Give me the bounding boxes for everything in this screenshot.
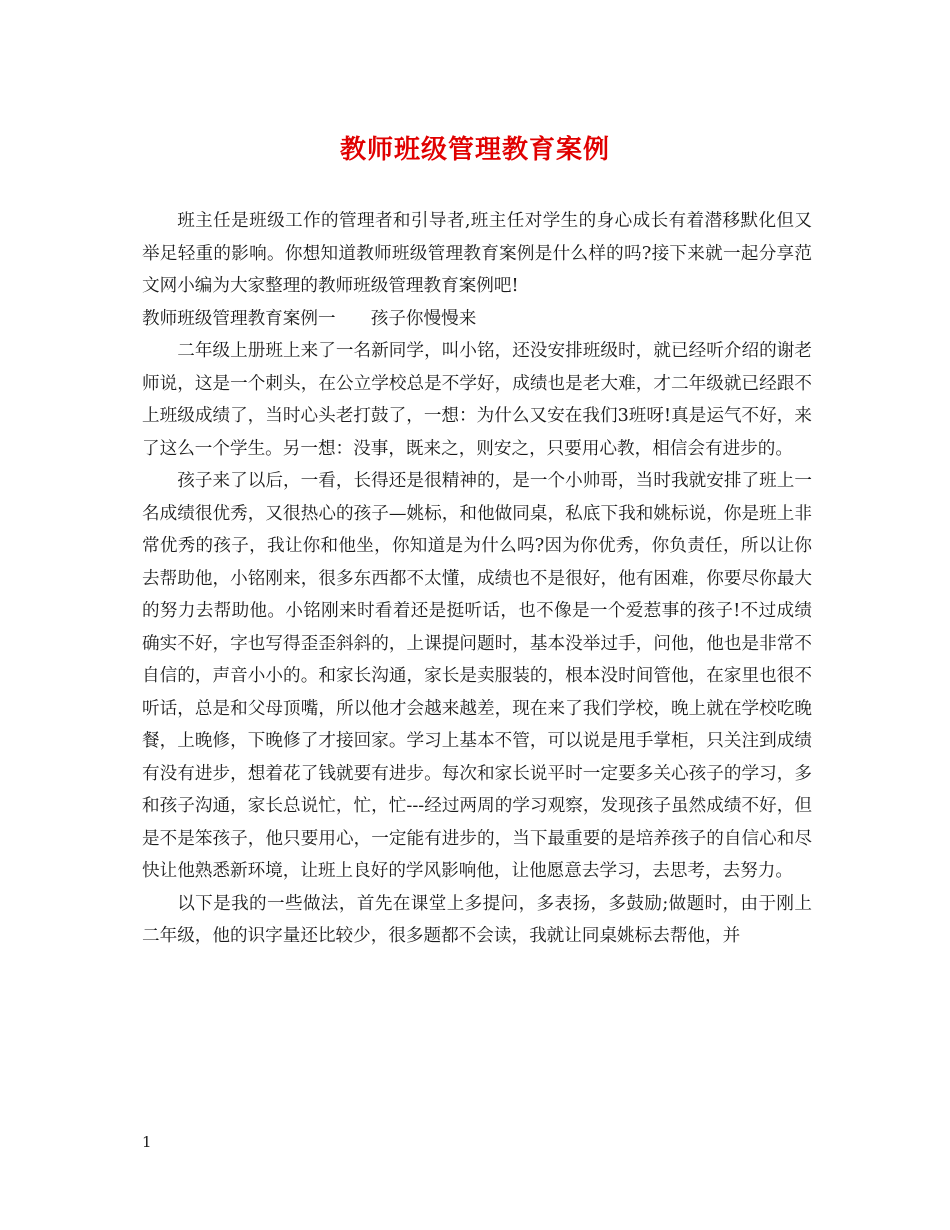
document-body (142, 205, 812, 953)
body-paragraph: 以下是我的一些做法，首先在课堂上多提问，多表扬，多鼓励;做题时，由于刚上二年级，他的识字量还比较少，很多题都不会读，我就让同桌姚标去帮他，并 (142, 893, 812, 946)
page-number: 1 (142, 1133, 152, 1151)
document-title: 教师班级管理教育案例 (339, 135, 610, 165)
body-paragraph: 二年级上册班上来了一名新同学，叫小铭，还没安排班级时，就已经听介绍的谢老师说，这是一个刺头，在公立学校总是不学好，成绩也是老大难，才二年级就已经跟不上班级成绩了，当时心头老打鼓了，一想：为什么又安在我们3班呀!真是运气不好，来了这么一个学生。另一想：没事，既来之，则安之，只要用心教，相信会有进步的。 (142, 341, 812, 459)
case-heading: 教师班级管理教育案例一 孩子你慢慢来 (142, 308, 477, 329)
body-paragraph: 孩子来了以后，一看，长得还是很精神的，是一个小帅哥，当时我就安排了班上一名成绩很优秀，又很热心的孩子—姚标，和他做同桌，私底下我和姚标说，你是班上非常优秀的孩子，我让你和他坐，你知道是为什么吗?因为你优秀，你负责任，所以让你去帮助他，小铭刚来，很多东西都不太懂，成绩也不是很好，他有困难，你要尽你最大的努力去帮助他。小铭刚来时看着还是挺听话，也不像是一个爱惹事的孩子!不过成绩确实不好，字也写得歪歪斜斜的，上课提问题时，基本没举过手，问他，他也是非常不自信的，声音小小的。和家长沟通，家长是卖服装的，根本没时间管他，在家里也很不听话，总是和父母顶嘴，所以他才会越来越差，现在来了我们学校，晚上就在学校吃晚餐，上晚修，下晚修了才接回家。学习上基本不管，可以说是甩手掌柜，只关注到成绩有没有进步，想着花了钱就要有进步。每次和家长说平时一定要多关心孩子的学习，多和孩子沟通，家长总说忙，忙，忙---经过两周的学习观察，发现孩子虽然成绩不好，但是不是笨孩子，他只要用心，一定能有进步的，当下最重要的是培养孩子的自信心和尽快让他熟悉新环境，让班上良好的学风影响他，让他愿意去学习，去思考，去努力。 (142, 471, 812, 881)
intro-paragraph: 班主任是班级工作的管理者和引导者,班主任对学生的身心成长有着潜移默化但又举足轻重的影响。你想知道教师班级管理教育案例是什么样的吗?接下来就一起分享范文网小编为大家整理的教师班级管理教育案例吧! (142, 211, 812, 296)
